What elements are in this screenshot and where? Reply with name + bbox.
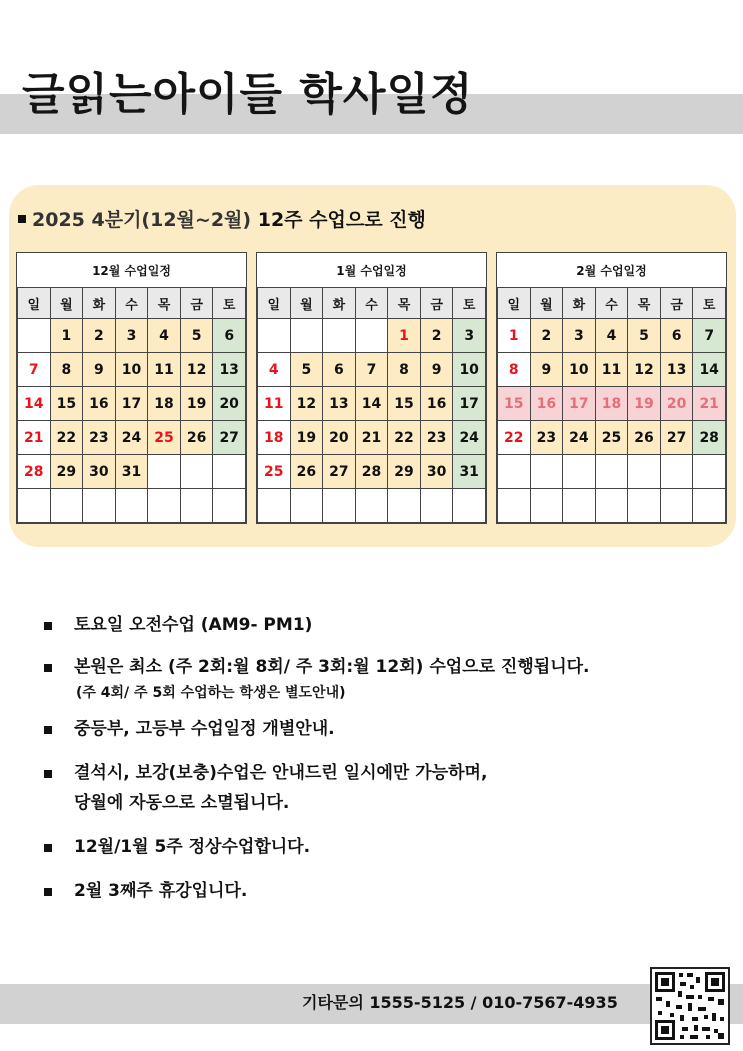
calendar-day-cell: 2: [83, 319, 116, 353]
calendar-day-cell: 12: [628, 353, 661, 387]
calendar-day-cell: [563, 489, 596, 523]
calendar-day-cell: 5: [180, 319, 213, 353]
calendar-day-cell: 8: [498, 353, 531, 387]
calendar-day-cell: [660, 455, 693, 489]
calendar-day-cell: [693, 455, 726, 489]
calendar-day-cell: 13: [660, 353, 693, 387]
calendar-day-cell: 26: [180, 421, 213, 455]
weekday-header: 일: [498, 288, 531, 319]
calendar-day-cell: [660, 489, 693, 523]
calendar-day-cell: 3: [115, 319, 148, 353]
weekday-header: 금: [660, 288, 693, 319]
calendar-day-cell: 24: [115, 421, 148, 455]
bullet-icon: [44, 726, 52, 734]
weekday-header: 일: [18, 288, 51, 319]
calendar-day-cell: 19: [290, 421, 323, 455]
calendar-day-cell: 22: [388, 421, 421, 455]
calendar-day-cell: 19: [628, 387, 661, 421]
calendar-day-cell: [498, 489, 531, 523]
bullet-icon: [44, 844, 52, 852]
calendar-day-cell: 11: [148, 353, 181, 387]
calendar-day-cell: 15: [388, 387, 421, 421]
calendar-day-cell: 3: [563, 319, 596, 353]
calendar-january: [256, 252, 487, 524]
weekday-header: 화: [563, 288, 596, 319]
calendar-day-cell: [290, 489, 323, 523]
calendar-day-cell: 12: [290, 387, 323, 421]
calendar-day-cell: 11: [258, 387, 291, 421]
calendar-day-cell: 10: [115, 353, 148, 387]
note-item: [44, 876, 724, 906]
calendar-day-cell: 13: [323, 387, 356, 421]
calendar-day-cell: 21: [355, 421, 388, 455]
calendar-day-cell: 18: [595, 387, 628, 421]
bullet-icon: [44, 664, 52, 672]
calendar-day-cell: 2: [530, 319, 563, 353]
calendar-day-cell: 22: [50, 421, 83, 455]
calendar-day-cell: [453, 489, 486, 523]
calendar-day-cell: 31: [115, 455, 148, 489]
note-text: 결석시, 보강(보충)수업은 안내드린 일시에만 가능하며,: [74, 763, 488, 783]
calendar-day-cell: [693, 489, 726, 523]
calendar-day-cell: 20: [323, 421, 356, 455]
calendar-day-cell: 23: [83, 421, 116, 455]
weekday-header: 수: [115, 288, 148, 319]
note-item: [44, 832, 724, 862]
calendar-day-cell: 2: [420, 319, 453, 353]
calendar-day-cell: 25: [258, 455, 291, 489]
calendar-title: 2월 수업일정: [498, 253, 726, 288]
calendar-day-cell: 24: [563, 421, 596, 455]
calendar-day-cell: [290, 319, 323, 353]
calendar-day-cell: [595, 455, 628, 489]
note-text: 중등부, 고등부 수업일정 개별안내.: [74, 719, 335, 739]
calendar-day-cell: [258, 489, 291, 523]
note-item: [44, 652, 724, 704]
calendar-day-cell: 13: [213, 353, 246, 387]
calendar-day-cell: 21: [18, 421, 51, 455]
note-text: 2월 3째주 휴강입니다.: [74, 881, 248, 901]
calendar-day-cell: 27: [660, 421, 693, 455]
calendar-day-cell: 18: [258, 421, 291, 455]
calendar-day-cell: 28: [18, 455, 51, 489]
weekday-header: 목: [148, 288, 181, 319]
calendar-day-cell: [323, 319, 356, 353]
calendar-day-cell: [258, 319, 291, 353]
calendar-day-cell: 10: [453, 353, 486, 387]
weekday-header: 월: [530, 288, 563, 319]
calendar-day-cell: 15: [50, 387, 83, 421]
qr-code-icon[interactable]: [650, 967, 730, 1045]
calendar-day-cell: 26: [628, 421, 661, 455]
contact-info: 기타문의 1555-5125 / 010-7567-4935: [302, 993, 618, 1012]
calendar-february: [496, 252, 727, 524]
calendar-day-cell: 19: [180, 387, 213, 421]
calendar-day-cell: 29: [388, 455, 421, 489]
calendar-day-cell: 20: [660, 387, 693, 421]
calendar-day-cell: 11: [595, 353, 628, 387]
calendar-day-cell: 28: [355, 455, 388, 489]
weekday-header: 토: [453, 288, 486, 319]
calendar-day-cell: 9: [83, 353, 116, 387]
calendar-day-cell: 27: [213, 421, 246, 455]
note-text: 본원은 최소 (주 2회:월 8회/ 주 3회:월 12회) 수업으로 진행됩니다.: [74, 657, 590, 677]
calendar-day-cell: 1: [388, 319, 421, 353]
calendar-day-cell: [530, 455, 563, 489]
calendar-day-cell: 4: [595, 319, 628, 353]
calendar-day-cell: 30: [83, 455, 116, 489]
calendar-day-cell: 3: [453, 319, 486, 353]
calendar-day-cell: [355, 489, 388, 523]
calendar-day-cell: 24: [453, 421, 486, 455]
calendar-day-cell: [83, 489, 116, 523]
calendar-day-cell: 28: [693, 421, 726, 455]
note-item: [44, 758, 724, 818]
calendar-day-cell: 16: [420, 387, 453, 421]
calendar-day-cell: [628, 455, 661, 489]
note-item: [44, 714, 724, 744]
weekday-header: 월: [50, 288, 83, 319]
weekday-header: 금: [420, 288, 453, 319]
calendar-day-cell: 8: [388, 353, 421, 387]
calendar-day-cell: 5: [628, 319, 661, 353]
calendar-day-cell: 31: [453, 455, 486, 489]
calendar-day-cell: 26: [290, 455, 323, 489]
calendar-day-cell: 1: [50, 319, 83, 353]
weekday-header: 토: [213, 288, 246, 319]
calendar-day-cell: [355, 319, 388, 353]
calendar-day-cell: [148, 455, 181, 489]
note-text: 토요일 오전수업 (AM9- PM1): [74, 615, 313, 635]
notes-list: [44, 610, 724, 906]
calendar-day-cell: [628, 489, 661, 523]
calendar-day-cell: [595, 489, 628, 523]
bullet-icon: [44, 888, 52, 896]
calendar-day-cell: 14: [693, 353, 726, 387]
calendar-day-cell: [213, 489, 246, 523]
calendar-day-cell: 23: [420, 421, 453, 455]
calendar-day-cell: 4: [148, 319, 181, 353]
calendar-day-cell: [18, 489, 51, 523]
calendar-day-cell: 4: [258, 353, 291, 387]
weekday-header: 목: [628, 288, 661, 319]
calendar-day-cell: 14: [18, 387, 51, 421]
quarter-label: 2025 4분기(12월~2월): [32, 209, 252, 231]
calendar-day-cell: 20: [213, 387, 246, 421]
calendar-day-cell: [498, 455, 531, 489]
bullet-square-icon: [18, 215, 26, 223]
calendar-day-cell: 8: [50, 353, 83, 387]
calendar-day-cell: 14: [355, 387, 388, 421]
weekday-header: 토: [693, 288, 726, 319]
calendar-day-cell: 7: [693, 319, 726, 353]
weekday-header: 화: [83, 288, 116, 319]
calendar-day-cell: 15: [498, 387, 531, 421]
calendar-day-cell: [213, 455, 246, 489]
calendar-day-cell: 30: [420, 455, 453, 489]
calendar-day-cell: 22: [498, 421, 531, 455]
calendar-day-cell: [563, 455, 596, 489]
calendar-day-cell: [115, 489, 148, 523]
note-item: [44, 610, 724, 640]
calendar-day-cell: 17: [563, 387, 596, 421]
weekday-header: 월: [290, 288, 323, 319]
calendar-day-cell: 25: [148, 421, 181, 455]
page-title: 글읽는아이들 학사일정: [22, 69, 474, 120]
calendar-title: 12월 수업일정: [18, 253, 246, 288]
bullet-icon: [44, 770, 52, 778]
calendar-day-cell: [148, 489, 181, 523]
calendar-day-cell: 16: [83, 387, 116, 421]
calendar-day-cell: 21: [693, 387, 726, 421]
calendar-day-cell: [388, 489, 421, 523]
note-subtext: (주 4회/ 주 5회 수업하는 학생은 별도안내): [76, 685, 346, 701]
calendar-day-cell: [323, 489, 356, 523]
bullet-icon: [44, 622, 52, 630]
calendar-day-cell: [18, 319, 51, 353]
weekday-header: 수: [355, 288, 388, 319]
calendar-day-cell: 27: [323, 455, 356, 489]
weekday-header: 금: [180, 288, 213, 319]
calendar-day-cell: [530, 489, 563, 523]
calendar-day-cell: [420, 489, 453, 523]
note-text: 12월/1월 5주 정상수업합니다.: [74, 837, 311, 857]
calendar-december: [16, 252, 247, 524]
calendar-day-cell: 6: [213, 319, 246, 353]
calendar-day-cell: 10: [563, 353, 596, 387]
schedule-subtitle: [18, 205, 426, 232]
calendar-day-cell: 23: [530, 421, 563, 455]
calendar-day-cell: 25: [595, 421, 628, 455]
weekday-header: 수: [595, 288, 628, 319]
note-subtext: 당월에 자동으로 소멸됩니다.: [74, 793, 290, 813]
calendar-day-cell: 17: [453, 387, 486, 421]
calendar-day-cell: 6: [660, 319, 693, 353]
calendar-title: 1월 수업일정: [258, 253, 486, 288]
calendar-day-cell: 16: [530, 387, 563, 421]
weekday-header: 목: [388, 288, 421, 319]
calendar-day-cell: 1: [498, 319, 531, 353]
calendar-day-cell: 29: [50, 455, 83, 489]
calendar-day-cell: 6: [323, 353, 356, 387]
calendar-day-cell: [180, 455, 213, 489]
calendar-day-cell: 12: [180, 353, 213, 387]
calendar-day-cell: 9: [420, 353, 453, 387]
calendar-day-cell: 17: [115, 387, 148, 421]
calendar-day-cell: [50, 489, 83, 523]
calendar-day-cell: [180, 489, 213, 523]
calendar-day-cell: 7: [355, 353, 388, 387]
weekday-header: 화: [323, 288, 356, 319]
calendar-day-cell: 18: [148, 387, 181, 421]
calendar-day-cell: 5: [290, 353, 323, 387]
weeks-label: 12주 수업으로 진행: [257, 209, 426, 231]
calendar-day-cell: 9: [530, 353, 563, 387]
weekday-header: 일: [258, 288, 291, 319]
calendar-day-cell: 7: [18, 353, 51, 387]
